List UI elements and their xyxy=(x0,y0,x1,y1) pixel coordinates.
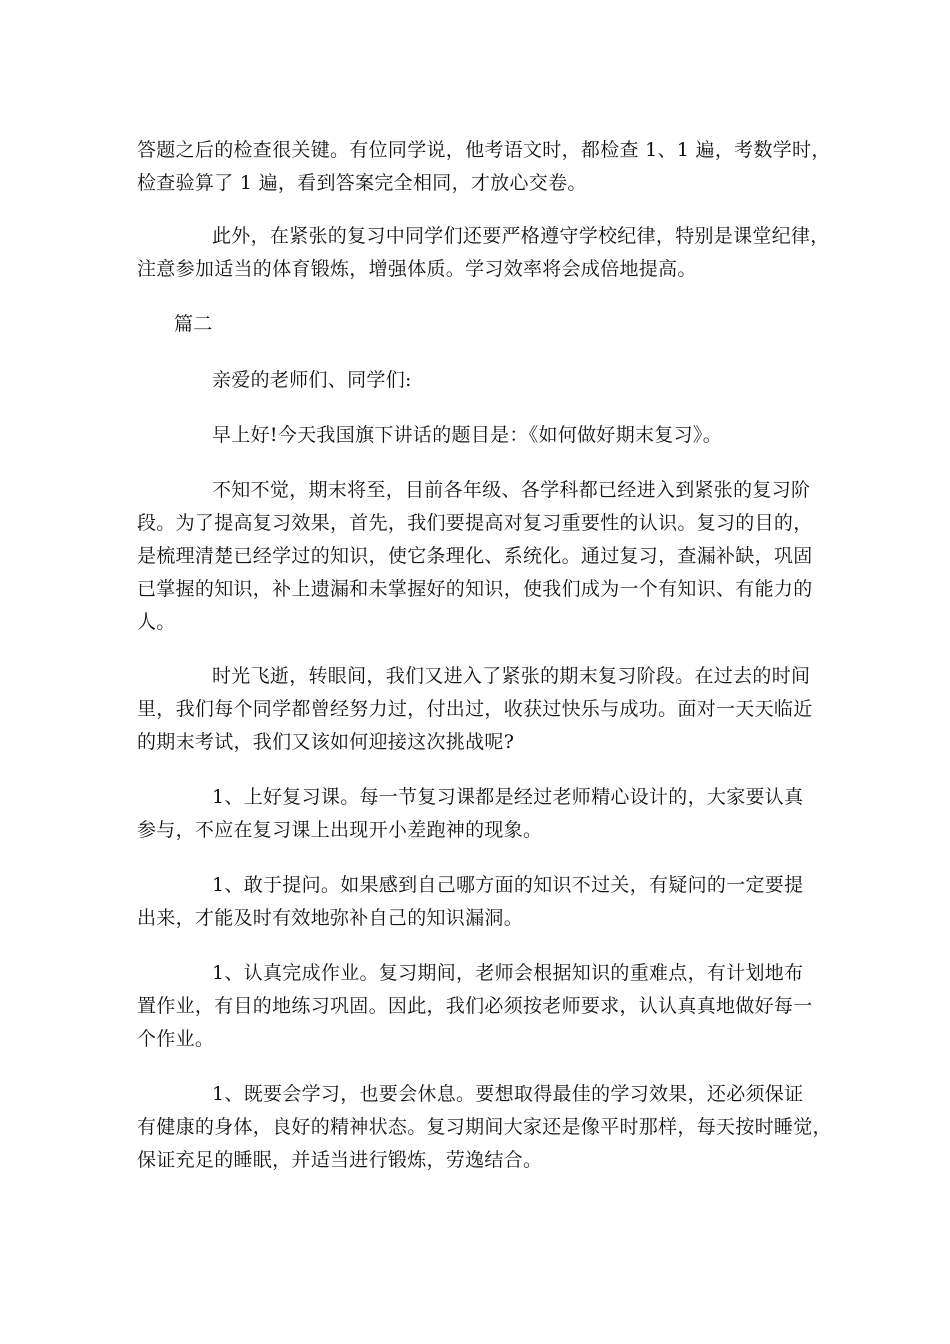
paragraph-line: 检查验算了 1 遍，看到答案完全相同，才放心交卷。 xyxy=(137,172,587,194)
paragraph-line: 此外，在紧张的复习中同学们还要严格遵守学校纪律，特别是课堂纪律， xyxy=(212,225,830,247)
list-item-line: 保证充足的睡眠，并适当进行锻炼，劳逸结合。 xyxy=(137,1149,543,1171)
list-item-line: 置作业，有目的地练习巩固。因此，我们必须按老师要求，认认真真地做好每一 xyxy=(137,995,813,1017)
paragraph-line: 的期末考试，我们又该如何迎接这次挑战呢? xyxy=(137,731,515,753)
paragraph-line: 里，我们每个同学都曾经努力过，付出过，收获过快乐与成功。面对一天天临近 xyxy=(137,698,813,720)
list-item-line: 参与，不应在复习课上出现开小差跑神的现象。 xyxy=(137,819,543,841)
list-item-line: 1、既要会学习，也要会休息。要想取得最佳的学习效果，还必须保证 xyxy=(212,1083,804,1105)
list-item-line: 有健康的身体，良好的精神状态。复习期间大家还是像平时那样，每天按时睡觉， xyxy=(137,1116,832,1138)
paragraph-line: 时光飞逝，转眼间，我们又进入了紧张的期末复习阶段。在过去的时间 xyxy=(212,665,811,687)
paragraph-line: 是梳理清楚已经学过的知识，使它条理化、系统化。通过复习，查漏补缺，巩固 xyxy=(137,545,813,567)
paragraph-line: 不知不觉，期末将至，目前各年级、各学科都已经进入到紧张的复习阶 xyxy=(212,479,811,501)
paragraph-line: 答题之后的检查很关键。有位同学说，他考语文时，都检查 1、1 遍，考数学时， xyxy=(137,139,831,161)
list-item-line: 出来，才能及时有效地弥补自己的知识漏洞。 xyxy=(137,907,524,929)
list-item-line: 1、上好复习课。每一节复习课都是经过老师精心设计的，大家要认真 xyxy=(212,786,804,808)
list-item-line: 1、敢于提问。如果感到自己哪方面的知识不过关，有疑问的一定要提 xyxy=(212,874,804,896)
section-heading: 篇二 xyxy=(174,313,213,335)
paragraph-line: 已掌握的知识，补上遗漏和未掌握好的知识，使我们成为一个有知识、有能力的 xyxy=(137,578,813,600)
paragraph-line: 早上好!今天我国旗下讲话的题目是：《如何做好期末复习》。 xyxy=(212,424,723,446)
paragraph-line: 人。 xyxy=(137,611,176,633)
salutation: 亲爱的老师们、同学们: xyxy=(212,369,412,391)
paragraph-line: 注意参加适当的体育锻炼，增强体质。学习效率将会成倍地提高。 xyxy=(137,258,697,280)
list-item-line: 个作业。 xyxy=(137,1028,215,1050)
list-item-line: 1、认真完成作业。复习期间，老师会根据知识的重难点，有计划地布 xyxy=(212,962,804,984)
paragraph-line: 段。为了提高复习效果，首先，我们要提高对复习重要性的认识。复习的目的， xyxy=(137,512,813,534)
